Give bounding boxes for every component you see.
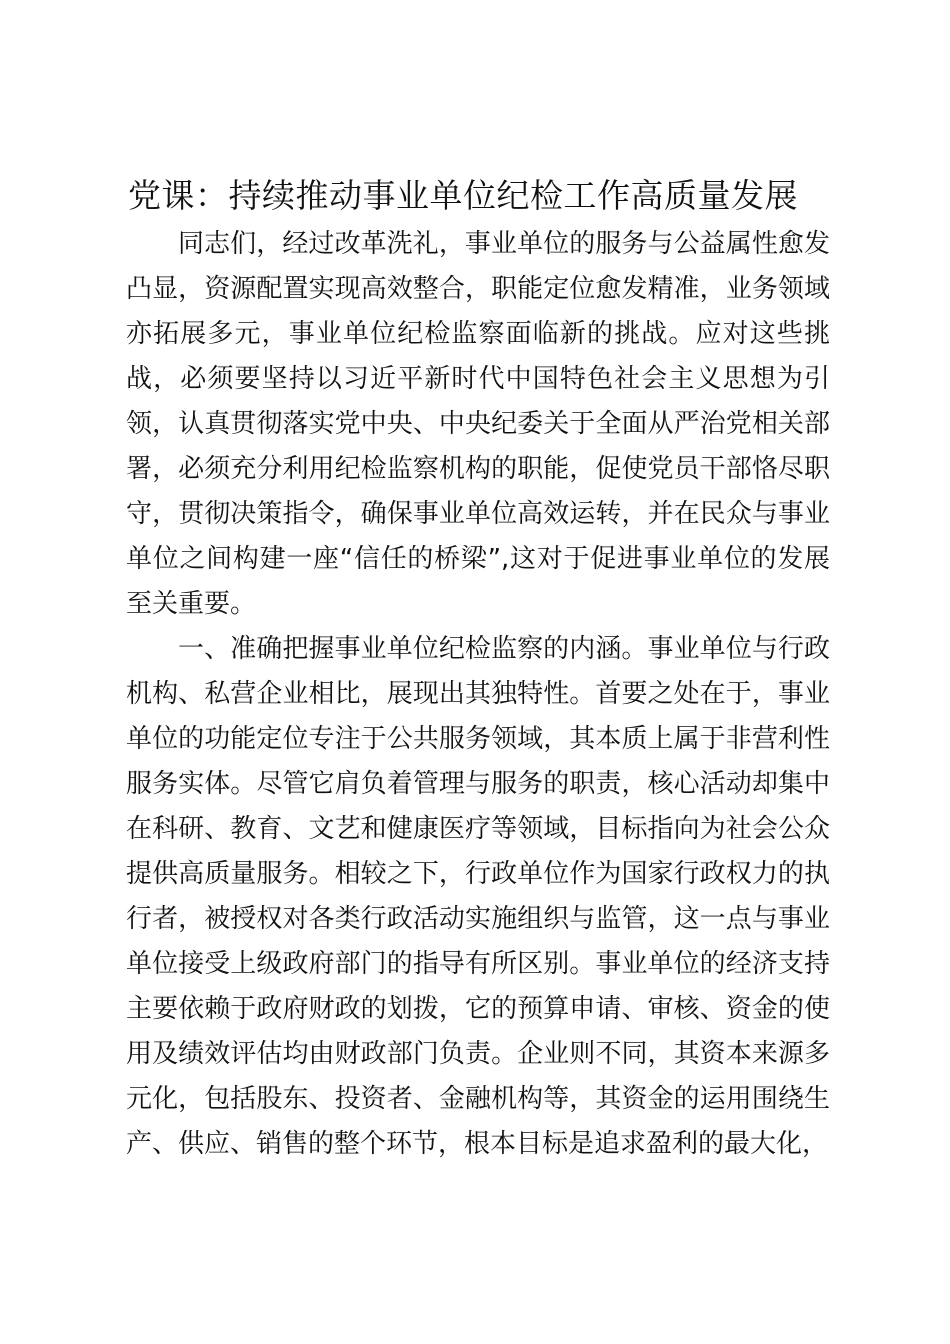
- paragraph-intro: 同志们，经过改革洗礼，事业单位的服务与公益属性愈发凸显，资源配置实现高效整合，职能定位愈发精准，业务领域亦拓展多元，事业单位纪检监察面临新的挑战。应对这些挑战，必须要坚持以习近平新时代中国特色社会主义思想为引领，认真贯彻落实党中央、中央纪委关于全面从严治党相关部署，必须充分利用纪检监察机构的职能，促使党员干部恪尽职守，贯彻决策指令，确保事业单位高效运转，并在民众与事业单位之间构建一座“信任的桥梁”,这对于促进事业单位的发展至关重要。: [126, 229, 830, 619]
- document-body: [126, 222, 830, 1167]
- paragraph-section-one: 一、准确把握事业单位纪检监察的内涵。事业单位与行政机构、私营企业相比，展现出其独特性。首要之处在于，事业单位的功能定位专注于公共服务领域，其本质上属于非营利性服务实体。尽管它肩负着管理与服务的职责，核心活动却集中在科研、教育、文艺和健康医疗等领域，目标指向为社会公众提供高质量服务。相较之下，行政单位作为国家行政权力的执行者，被授权对各类行政活动实施组织与监管，这一点与事业单位接受上级政府部门的指导有所区别。事业单位的经济支持主要依赖于政府财政的划拨，它的预算申请、审核、资金的使用及绩效评估均由财政部门负责。企业则不同，其资本来源多元化，包括股东、投资者、金融机构等，其资金的运用围绕生产、供应、销售的整个环节，根本目标是追求盈利的最大化，: [126, 634, 830, 1159]
- document-title: 党课：持续推动事业单位纪检工作高质量发展: [128, 176, 798, 215]
